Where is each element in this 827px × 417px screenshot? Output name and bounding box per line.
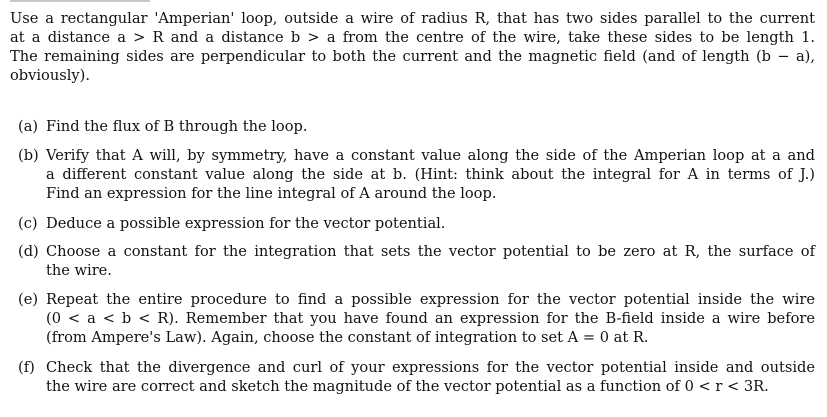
part-a-marker: (a) — [18, 118, 39, 135]
intro-line-4: obviously). — [10, 67, 90, 84]
problem-intro — [10, 9, 815, 85]
part-d-marker: (d) — [18, 243, 39, 260]
part-d-line-1: Choose a constant for the integration that sets the vector potential to be zero at R, the surface of — [46, 243, 815, 260]
part-f-marker: (f) — [18, 359, 35, 376]
part-a-body — [46, 117, 815, 136]
part-f-line-2: the wire are correct and sketch the magnitude of the vector potential as a function of 0 < r < 3R. — [46, 378, 769, 395]
problem-page — [10, 0, 815, 417]
part-f-line-1: Check that the divergence and curl of your expressions for the vector potential inside and outside — [46, 359, 815, 376]
part-b-body — [46, 146, 815, 203]
part-b-marker: (b) — [18, 147, 39, 164]
part-e-line-3: (from Ampere's Law). Again, choose the constant of integration to set A = 0 at R. — [46, 329, 649, 346]
part-f-body — [46, 358, 815, 396]
part-e-body — [46, 290, 815, 347]
part-d-line-2: the wire. — [46, 262, 112, 279]
part-a-line-1: Find the flux of B through the loop. — [46, 118, 308, 135]
part-b-line-3: Find an expression for the line integral of A around the loop. — [46, 185, 497, 202]
part-e-line-2: (0 < a < b < R). Remember that you have found an expression for the B-field inside a wire before — [46, 310, 815, 327]
part-c-marker: (c) — [18, 215, 38, 232]
part-b-line-1: Verify that A will, by symmetry, have a constant value along the side of the Amperian loop at a and — [46, 147, 815, 164]
intro-line-2: at a distance a > R and a distance b > a from the centre of the wire, take these sides to be length 1. — [10, 29, 815, 46]
part-d-body — [46, 242, 815, 280]
part-e-line-1: Repeat the entire procedure to find a possible expression for the vector potential inside the wire — [46, 291, 815, 308]
part-c-line-1: Deduce a possible expression for the vector potential. — [46, 215, 446, 232]
part-c-body — [46, 214, 815, 233]
top-divider — [10, 0, 150, 2]
intro-line-3: The remaining sides are perpendicular to both the current and the magnetic field (and of length (b − a), — [10, 48, 815, 65]
part-e-marker: (e) — [18, 291, 39, 308]
intro-line-1: Use a rectangular 'Amperian' loop, outside a wire of radius R, that has two sides parallel to the current — [10, 10, 815, 27]
part-b-line-2: a different constant value along the side at b. (Hint: think about the integral for A in terms of J.) — [46, 166, 815, 183]
